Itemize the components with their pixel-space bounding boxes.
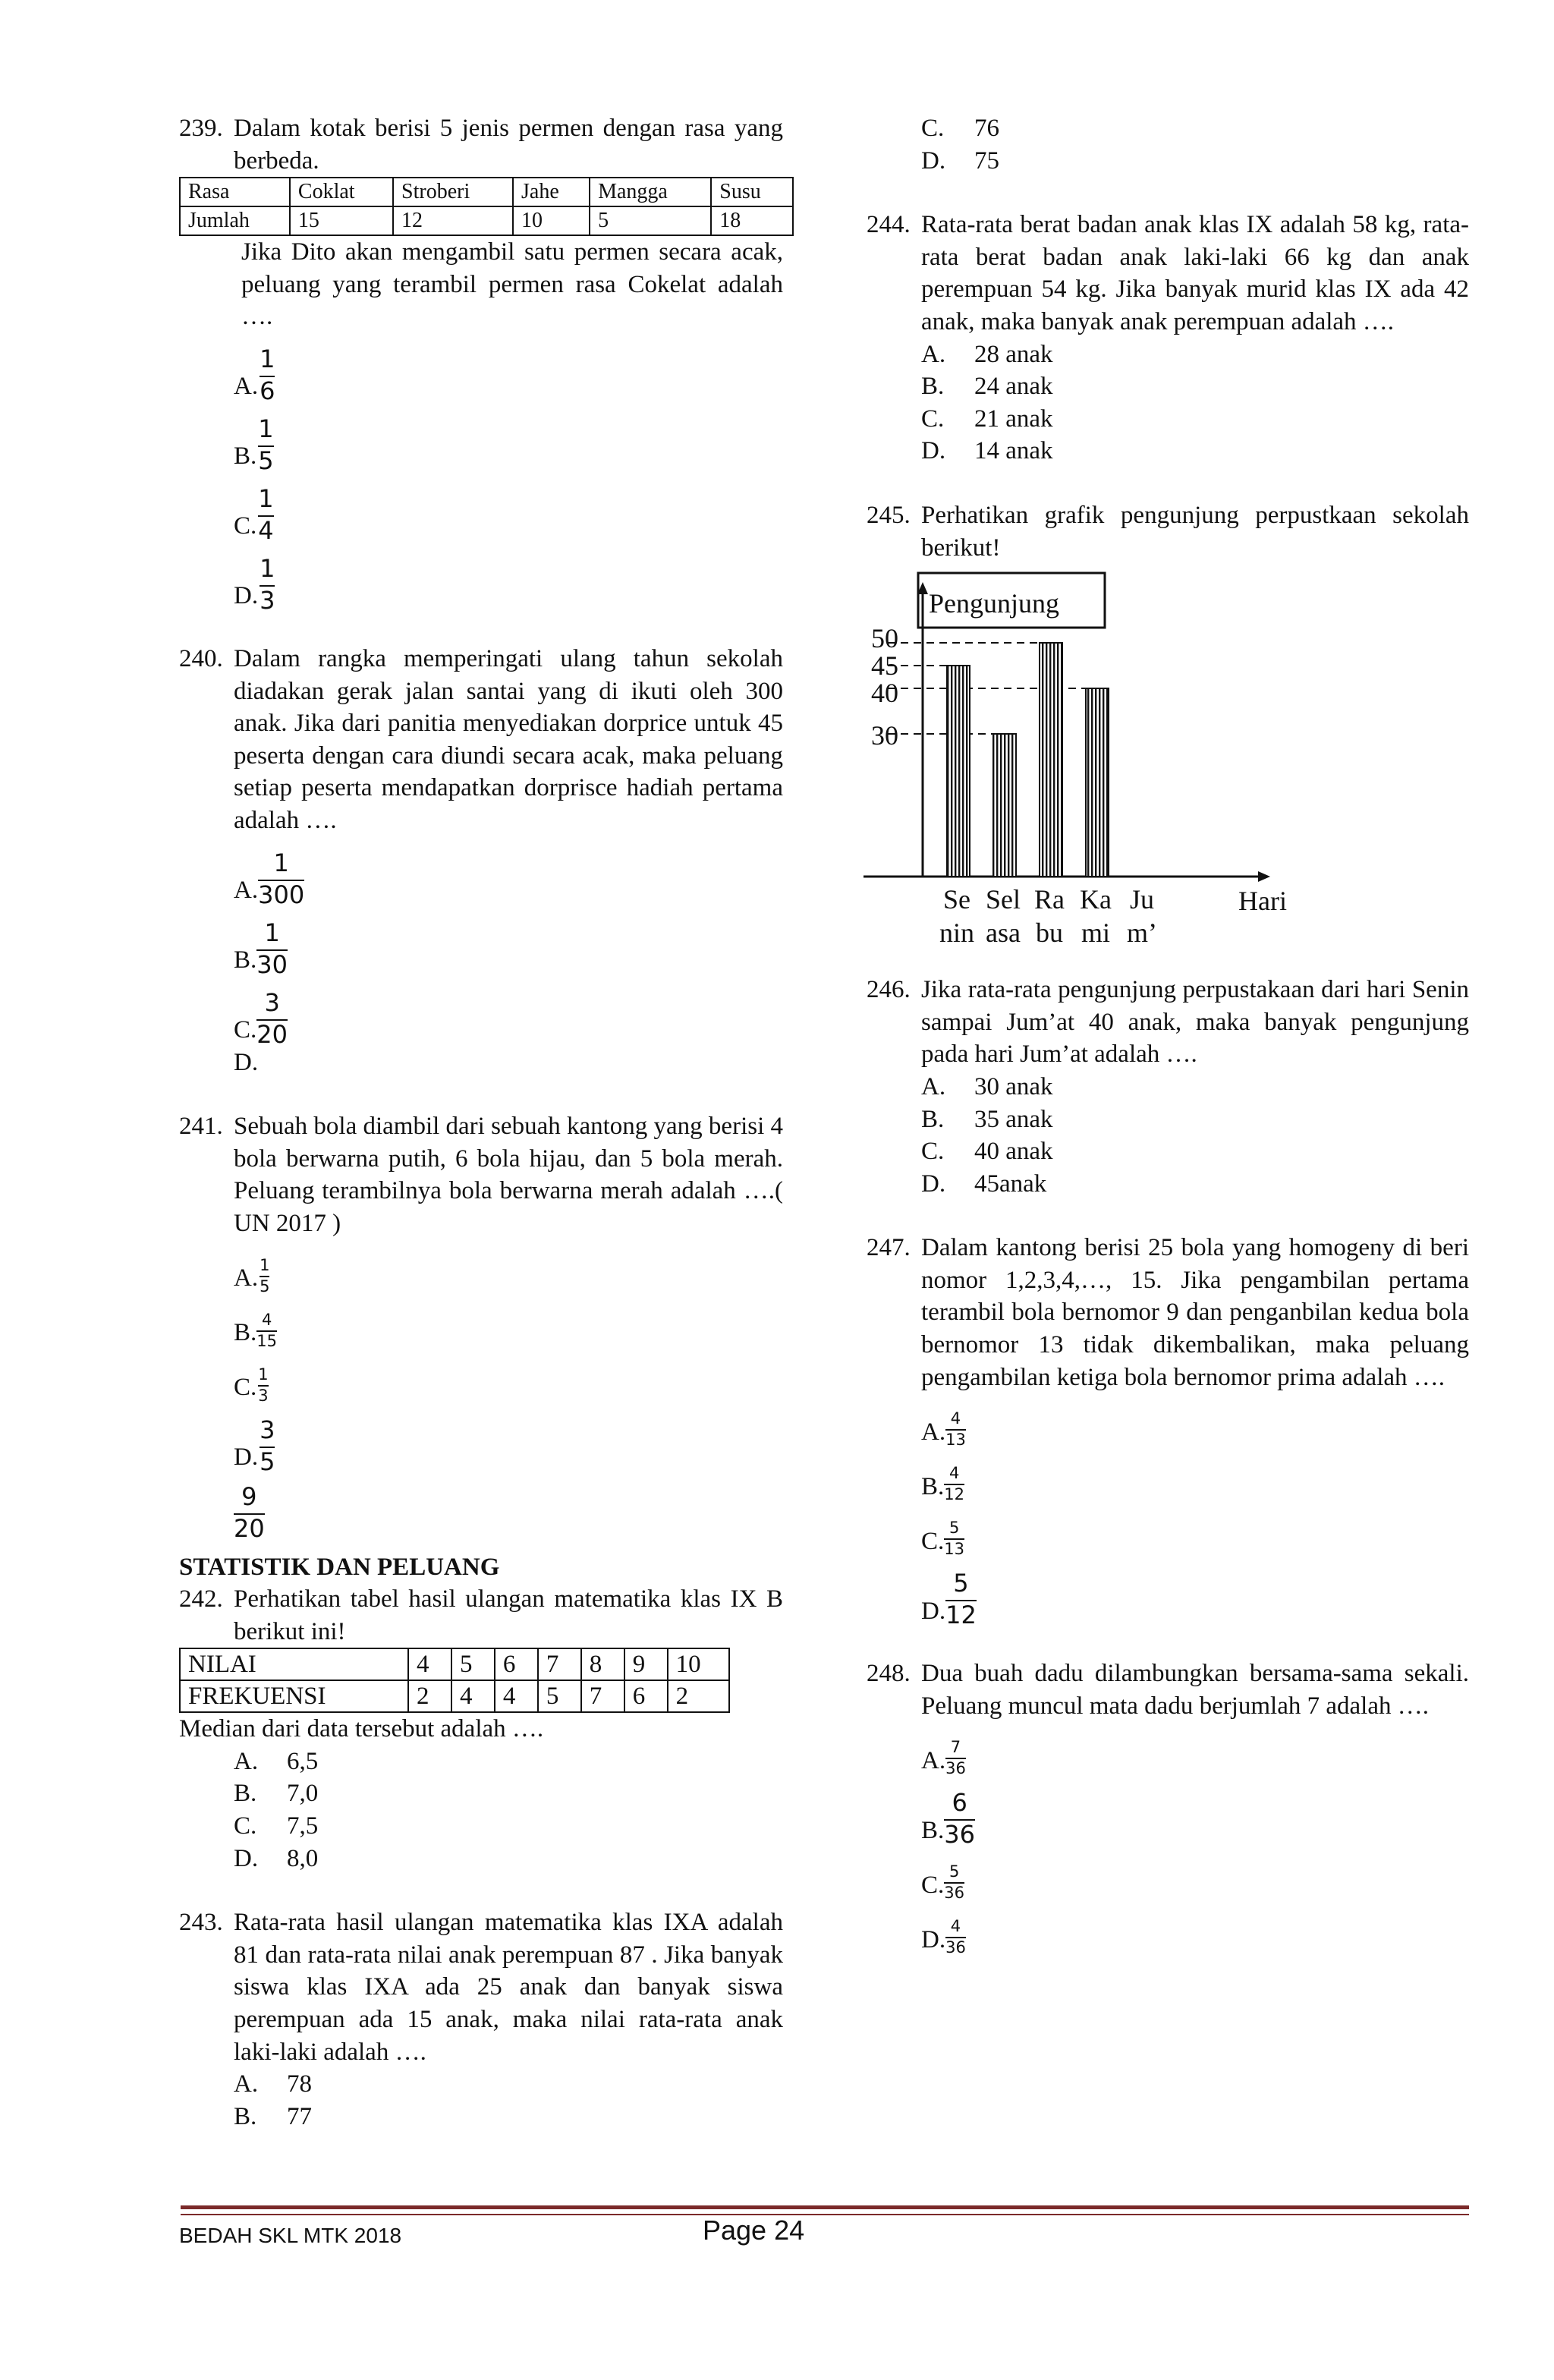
extra-fraction	[179, 1474, 783, 1541]
option-a[interactable]	[179, 1746, 783, 1778]
option-b[interactable]	[867, 1777, 1469, 1850]
table-cell: 2	[408, 1680, 451, 1712]
left-column	[179, 112, 783, 2133]
option-letter: A.	[234, 1264, 259, 1292]
question-text: Perhatikan grafik pengunjung perpustkaan sekolah berikut!	[921, 501, 1469, 562]
option-c[interactable]	[179, 1810, 783, 1843]
question-239	[179, 112, 783, 177]
denominator: 36	[944, 1884, 964, 1903]
option-letter: D.	[921, 1170, 946, 1198]
option-a[interactable]	[867, 1722, 1469, 1777]
table-cell: 15	[290, 206, 393, 235]
table-cell: 6	[624, 1680, 668, 1712]
fraction	[256, 483, 275, 545]
option-letter: A.	[234, 1747, 259, 1775]
numerator: 1	[260, 553, 275, 583]
question-247	[867, 1232, 1469, 1393]
numerator: 1	[258, 414, 274, 443]
option-c[interactable]	[867, 1846, 1469, 1901]
question-text: Sebuah bola diambil dari sebuah kantong yang berisi 4 bola berwarna putih, 6 bola hijau, dan 5 bola merah. Peluang terambilnya bola berwarna merah adalah ….( UN 2017 )	[234, 1113, 784, 1237]
option-b[interactable]	[867, 1103, 1469, 1136]
question-number: 240.	[179, 644, 223, 672]
right-column	[867, 112, 1469, 1956]
option-letter: C.	[921, 1138, 945, 1166]
option-letter: B.	[921, 1105, 945, 1133]
denominator: 300	[258, 880, 305, 909]
bar	[1040, 643, 1062, 877]
option-letter: D.	[921, 1597, 946, 1625]
question-number: 241.	[179, 1113, 223, 1141]
fraction	[256, 1312, 277, 1349]
question-text: Rata-rata berat badan anak klas IX adalah 58 kg, rata-rata berat badan anak laki-laki 66 kg dan anak perempuan 54 kg. Jika banyak murid klas IX ada 42 anak, maka banyak anak perempuan adalah ….	[921, 211, 1469, 335]
denominator: 36	[945, 1938, 966, 1957]
option-letter: A.	[234, 373, 259, 401]
table-row	[180, 178, 793, 206]
table-row	[180, 1648, 729, 1680]
option-a[interactable]	[179, 837, 783, 907]
table-cell: Mangga	[590, 178, 711, 206]
denominator: 20	[234, 1513, 265, 1543]
table-cell: NILAI	[180, 1648, 408, 1680]
denominator: 6	[260, 376, 275, 405]
category-labels	[939, 884, 1157, 948]
option-letter: D.	[234, 582, 259, 610]
option-letter: A.	[921, 340, 946, 368]
fraction	[944, 1864, 964, 1901]
grades-table	[179, 1648, 730, 1713]
x-axis-arrow	[1258, 871, 1270, 882]
category-label: m’	[1127, 918, 1157, 949]
fraction	[256, 1367, 269, 1404]
option-c[interactable]	[179, 473, 783, 543]
option-a[interactable]	[179, 333, 783, 403]
option-letter: D.	[234, 1443, 259, 1471]
option-d[interactable]	[867, 1901, 1469, 1956]
fraction	[258, 344, 276, 405]
question-number: 248.	[867, 1660, 911, 1688]
numerator: 5	[948, 1862, 960, 1881]
numerator: 4	[950, 1409, 961, 1428]
denominator: 15	[256, 1331, 277, 1350]
option-text: 77	[287, 2102, 312, 2130]
option-letter: C.	[921, 1871, 945, 1899]
option-letter: D.	[234, 1048, 259, 1076]
option-text: 76	[974, 115, 999, 142]
question-246	[867, 974, 1469, 1071]
category-label: asa	[986, 918, 1021, 949]
denominator: 36	[945, 1759, 966, 1778]
table-cell: Rasa	[180, 178, 290, 206]
table-cell: 10	[513, 206, 590, 235]
denominator: 5	[258, 445, 274, 475]
table-cell: Stroberi	[393, 178, 513, 206]
fraction	[256, 414, 275, 475]
fraction	[258, 553, 276, 615]
category-label: Ka	[1080, 884, 1112, 915]
fraction	[258, 1255, 271, 1295]
numerator: 1	[264, 918, 280, 947]
question-number: 243.	[179, 1909, 223, 1937]
option-letter: A.	[921, 1072, 946, 1100]
fraction	[945, 1569, 977, 1630]
table-cell: 2	[668, 1680, 729, 1712]
option-letter: B.	[234, 442, 257, 471]
section-heading: STATISTIK DAN PELUANG	[179, 1553, 500, 1581]
option-text: 30 anak	[974, 1072, 1053, 1100]
table-cell: 5	[538, 1680, 581, 1712]
option-a[interactable]	[179, 1240, 783, 1295]
option-letter: C.	[921, 405, 945, 433]
numerator: 6	[952, 1788, 967, 1818]
numerator: 7	[950, 1738, 961, 1757]
option-letter: B.	[921, 1472, 945, 1500]
option-d[interactable]	[867, 435, 1469, 468]
category-label: Ra	[1034, 884, 1065, 915]
denominator: 5	[260, 1277, 270, 1295]
option-a[interactable]	[867, 1071, 1469, 1103]
question-text: Rata-rata hasil ulangan matematika klas IXA adalah 81 dan rata-rata nilai anak perempuan 87 . Jika banyak siswa klas IXA ada 25 anak dan banyak siswa perempuan ada 15 anak, maka nilai rata-rata anak laki-laki adalah ….	[234, 1909, 783, 2066]
numerator: 4	[950, 1917, 961, 1936]
option-d[interactable]	[179, 1047, 783, 1079]
option-letter: D.	[921, 1925, 946, 1953]
table-cell: 7	[538, 1648, 581, 1680]
option-c[interactable]	[867, 1503, 1469, 1557]
table-cell: 4	[495, 1680, 538, 1712]
question-245	[867, 499, 1469, 564]
table-cell: Coklat	[290, 178, 393, 206]
denominator: 3	[258, 1386, 269, 1405]
category-label: Ju	[1129, 884, 1155, 915]
option-b[interactable]	[179, 907, 783, 977]
option-a[interactable]	[179, 2068, 783, 2101]
option-text: 28 anak	[974, 340, 1053, 368]
denominator: 20	[256, 1019, 288, 1049]
question-240	[179, 643, 783, 837]
option-letter: B.	[234, 1318, 257, 1346]
option-text: 45anak	[974, 1170, 1047, 1198]
question-text: Dalam kotak berisi 5 jenis permen dengan rasa yang berbeda.	[234, 115, 783, 175]
table-cell: 5	[590, 206, 711, 235]
table-cell: 9	[624, 1648, 668, 1680]
numerator: 1	[260, 344, 275, 373]
option-text: 78	[287, 2070, 312, 2098]
question-243	[179, 1906, 783, 2068]
question-number: 247.	[867, 1234, 911, 1262]
option-d[interactable]	[179, 1843, 783, 1875]
option-b[interactable]	[867, 370, 1469, 403]
option-a[interactable]	[867, 338, 1469, 371]
question-text: Perhatikan tabel hasil ulangan matematika klas IX B berikut ini!	[234, 1585, 783, 1645]
category-label: mi	[1081, 918, 1111, 949]
category-label: Se	[943, 884, 970, 915]
fraction	[945, 1739, 966, 1777]
table-cell: 10	[668, 1648, 729, 1680]
numerator: 5	[953, 1569, 969, 1598]
option-c[interactable]	[867, 112, 1469, 145]
fraction	[256, 918, 288, 979]
fraction	[945, 1919, 966, 1956]
option-letter: C.	[921, 115, 945, 142]
option-text: 6,5	[287, 1747, 319, 1775]
numerator: 3	[264, 987, 280, 1017]
option-d[interactable]	[179, 1404, 783, 1474]
fraction	[258, 1415, 276, 1476]
bar	[1086, 688, 1109, 877]
fraction	[944, 1520, 964, 1557]
question-text: Dalam kantong berisi 25 bola yang homogeny di beri nomor 1,2,3,4,…, 15. Jika pengambilan pertama terambil bola bernomor 9 dan penganbilan kedua bola bernomor 13 tidak dikembalikan, maka peluang pengambilan ketiga bola bernomor prima adalah ….	[921, 1234, 1469, 1391]
option-letter: C.	[234, 1015, 257, 1044]
y-tick-label: 30	[871, 720, 898, 751]
x-axis-label: Hari	[1238, 886, 1287, 917]
table-cell: FREKUENSI	[180, 1680, 408, 1712]
bar	[993, 734, 1016, 877]
y-tick-labels	[871, 623, 898, 751]
denominator: 4	[258, 515, 274, 545]
footer-divider	[181, 2205, 1469, 2215]
option-d[interactable]	[179, 543, 783, 615]
question-prompt: Median dari data tersebut adalah ….	[179, 1715, 544, 1743]
y-tick-label: 50	[871, 623, 898, 654]
numerator: 1	[260, 1255, 270, 1274]
option-text: 21 anak	[974, 405, 1053, 433]
question-prompt: Jika Dito akan mengambil satu permen secara acak, peluang yang terambil permen rasa Cokelat adalah ….	[241, 238, 783, 331]
question-text: Dalam rangka memperingati ulang tahun sekolah diadakan gerak jalan santai yang di ikuti oleh 300 anak. Jika dari panitia menyediakan dorprice untuk 45 peserta dengan cara diundi secara acak, maka peluang setiap peserta mendapatkan dorprisce hadiah pertama adalah ….	[234, 644, 783, 834]
option-letter: C.	[921, 1527, 945, 1555]
chart-title: Pengunjung	[929, 588, 1060, 619]
option-letter: A.	[921, 1746, 946, 1774]
bars	[947, 643, 1109, 877]
flavor-table	[179, 177, 794, 236]
numerator: 1	[258, 1365, 269, 1384]
denominator: 12	[944, 1485, 964, 1504]
visitor-chart	[871, 567, 1478, 962]
page-number: Page 24	[703, 2215, 805, 2246]
category-label: bu	[1036, 918, 1063, 949]
table-cell: 4	[451, 1680, 495, 1712]
option-letter: D.	[921, 146, 946, 175]
option-letter: D.	[921, 437, 946, 465]
y-tick-label: 45	[871, 650, 898, 682]
fraction	[945, 1411, 966, 1448]
question-number: 242.	[179, 1585, 223, 1613]
bar	[947, 666, 970, 877]
option-letter: B.	[234, 1780, 257, 1808]
guide-lines	[888, 643, 1109, 734]
question-text: Dua buah dadu dilambungkan bersama-sama sekali. Peluang muncul mata dadu berjumlah 7 adalah ….	[921, 1660, 1469, 1720]
fraction	[256, 987, 288, 1049]
option-d[interactable]	[867, 145, 1469, 178]
denominator: 36	[944, 1820, 975, 1850]
category-label: nin	[939, 918, 975, 949]
table-cell: Jumlah	[180, 206, 290, 235]
numerator: 4	[948, 1464, 960, 1483]
option-d[interactable]	[867, 1168, 1469, 1201]
question-241	[179, 1110, 783, 1239]
y-tick-label: 40	[871, 678, 898, 709]
option-c[interactable]	[867, 1135, 1469, 1168]
option-b[interactable]	[867, 1448, 1469, 1503]
table-cell: 18	[711, 206, 793, 235]
question-248	[867, 1658, 1469, 1722]
denominator: 12	[945, 1601, 977, 1630]
fraction	[944, 1465, 964, 1503]
option-text: 7,0	[287, 1780, 319, 1808]
table-cell: Jahe	[513, 178, 590, 206]
option-d[interactable]	[867, 1557, 1469, 1630]
question-242	[179, 1583, 783, 1648]
option-text: 35 anak	[974, 1105, 1053, 1133]
option-letter: A.	[921, 1418, 946, 1446]
option-letter: A.	[234, 2070, 259, 2098]
bar-chart	[871, 567, 1478, 962]
option-letter: C.	[234, 1373, 257, 1401]
option-letter: D.	[234, 1844, 259, 1872]
table-cell: 7	[581, 1680, 624, 1712]
denominator: 13	[944, 1540, 964, 1559]
question-number: 245.	[867, 501, 911, 529]
option-text: 40 anak	[974, 1138, 1053, 1166]
option-b[interactable]	[179, 403, 783, 473]
table-cell: 4	[408, 1648, 451, 1680]
table-cell: 6	[495, 1648, 538, 1680]
question-number: 246.	[867, 976, 911, 1004]
numerator: 4	[261, 1310, 272, 1329]
table-cell: 12	[393, 206, 513, 235]
fraction	[944, 1788, 975, 1850]
option-a[interactable]	[867, 1393, 1469, 1448]
option-text: 24 anak	[974, 373, 1053, 401]
option-c[interactable]	[179, 1349, 783, 1404]
numerator: 1	[258, 483, 274, 513]
option-text: 75	[974, 146, 999, 175]
numerator: 3	[260, 1415, 275, 1444]
footer-title: BEDAH SKL MTK 2018	[179, 2224, 402, 2247]
option-letter: B.	[234, 946, 257, 974]
category-label: Sel	[985, 884, 1021, 915]
option-letter: B.	[921, 1816, 945, 1844]
option-letter: A.	[234, 876, 259, 904]
option-b[interactable]	[179, 1295, 783, 1349]
table-row	[180, 1680, 729, 1712]
question-number: 239.	[179, 115, 223, 142]
table-cell: Susu	[711, 178, 793, 206]
option-letter: B.	[234, 2102, 257, 2130]
fraction	[258, 848, 305, 909]
option-letter: C.	[234, 512, 257, 540]
option-text: 8,0	[287, 1844, 319, 1872]
table-row	[180, 206, 793, 235]
option-c[interactable]	[867, 403, 1469, 436]
denominator: 13	[945, 1431, 966, 1450]
denominator: 5	[260, 1447, 275, 1476]
question-number: 244.	[867, 211, 911, 239]
fraction	[234, 1481, 265, 1543]
numerator: 9	[241, 1481, 257, 1511]
option-b[interactable]	[179, 2101, 783, 2133]
question-244	[867, 209, 1469, 338]
table-cell: 8	[581, 1648, 624, 1680]
option-text: 7,5	[287, 1812, 319, 1840]
option-text: 14 anak	[974, 437, 1053, 465]
numerator: 1	[273, 848, 289, 877]
table-cell: 5	[451, 1648, 495, 1680]
option-c[interactable]	[179, 977, 783, 1047]
option-letter: B.	[921, 373, 945, 401]
question-text: Jika rata-rata pengunjung perpustakaan dari hari Senin sampai Jum’at 40 anak, maka banyak pengunjung pada hari Jum’at adalah ….	[921, 976, 1469, 1069]
denominator: 30	[256, 949, 288, 979]
option-letter: C.	[234, 1812, 257, 1840]
denominator: 3	[260, 585, 275, 615]
option-b[interactable]	[179, 1777, 783, 1810]
numerator: 5	[948, 1519, 960, 1538]
